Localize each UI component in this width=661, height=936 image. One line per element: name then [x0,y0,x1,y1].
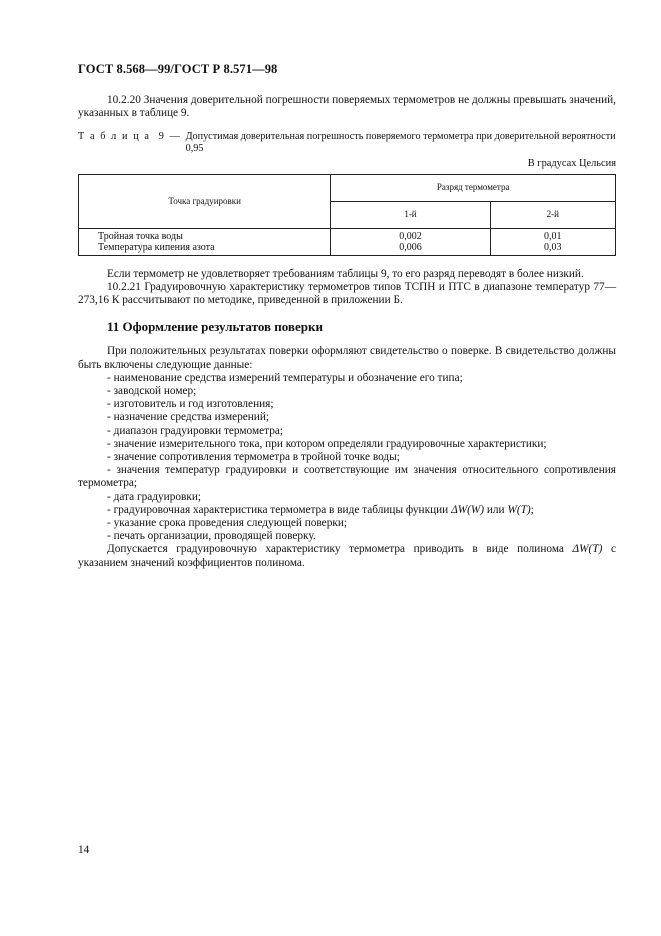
list-item-text: или [484,503,508,516]
table-caption [78,131,616,155]
page-content [78,94,616,570]
formula: ΔW(W) [451,503,485,516]
column-group-header: Разряд термометра [331,174,616,201]
list-item [78,504,616,517]
paragraph-fail: Если термометр не удовлетворяет требованиям таблицы 9, то его разряд переводят в более низкий. [107,267,584,280]
document-header: ГОСТ 8.568—99/ГОСТ Р 8.571—98 [78,62,278,76]
closing-paragraph [78,543,616,569]
table-row [79,242,616,256]
list-item-text: ; [530,503,534,516]
table-caption-text: Допустимая доверительная погрешность поверяемого термометра при доверительной вероятности 0,95 [185,131,616,155]
table-cell: 0,002 [331,228,490,242]
table-cell: Тройная точка воды [79,228,331,242]
list-item: - заводской номер; [107,385,197,398]
list-item: - назначение средства измерений; [107,411,270,424]
table-cell: 0,01 [490,228,615,242]
list-item: - наименование средства измерений температуры и обозначение его типа; [107,371,463,384]
formula: ΔW(T) [572,543,603,556]
table-cell: Температура кипения азота [79,242,331,256]
list-item-text: - градуировочная характеристика термометра в виде таблицы функции [107,503,452,516]
list-item: - диапазон градуировки термометра; [107,424,283,437]
paragraph-10-2-21: 10.2.21 Градуировочную характеристику термометров типов ТСПН и ПТС в диапазоне температур 77—273,16 К рассчитывают по методике, приведенной в приложении Б. [78,280,616,307]
list-item: - значения температур градуировки и соответствующие им значения относительного сопротивления термометра; [78,464,616,490]
section-intro: При положительных результатах поверки оформляют свидетельство о поверке. В свидетельство должны быть включены следующие данные: [78,345,616,371]
certificate-data-list [78,372,616,544]
list-item: - значение сопротивления термометра в тройной точке воды; [107,451,400,464]
column-header-class-2: 2-й [490,201,615,228]
paragraph-10-2-20: 10.2.20 Значения доверительной погрешности поверяемых термометров не должны превышать значений, указанных в таблице 9. [78,94,616,120]
column-header-class-1: 1-й [331,201,490,228]
list-item: - дата градуировки; [107,490,202,503]
list-item: - изготовитель и год изготовления; [107,398,274,411]
list-item: - значение измерительного тока, при котором определяли градуировочные характеристики; [107,437,547,450]
list-item: - печать организации, проводящей поверку. [107,530,316,543]
paragraph-text: Допускается градуировочную характеристику термометра приводить в виде полинома [107,543,573,556]
table-row [79,228,616,242]
table-9 [78,174,616,256]
page-number: 14 [78,844,90,856]
table-units: В градусах Цельсия [527,158,616,170]
table-caption-label: Т а б л и ц а 9 — [78,131,186,143]
table-cell: 0,006 [331,242,490,256]
paragraph-text: с указанием значений коэффициентов полинома. [78,543,616,569]
column-header-point: Точка градуировки [79,174,331,228]
list-item: - указание срока проведения следующей поверки; [107,517,348,530]
section-heading: 11 Оформление результатов поверки [107,319,323,335]
table-cell: 0,03 [490,242,615,256]
formula: W(T) [507,503,531,516]
